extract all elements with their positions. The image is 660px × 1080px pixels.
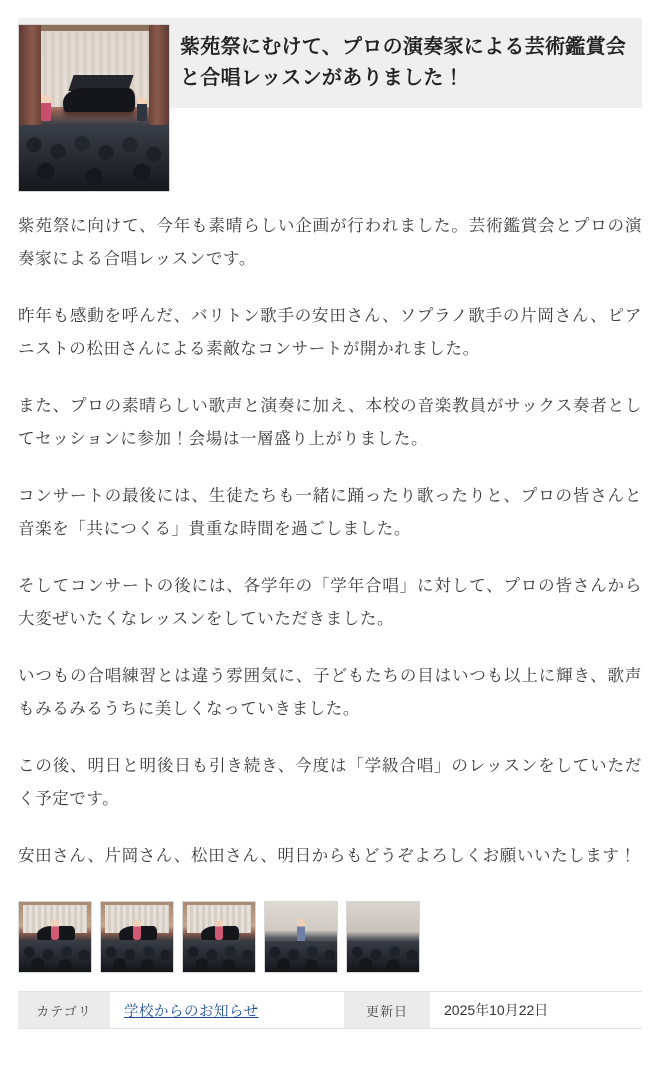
hero-image-performer bbox=[137, 97, 147, 121]
thumbnail-figure bbox=[297, 919, 305, 943]
article-meta-bar bbox=[18, 991, 642, 1029]
thumbnail-figure bbox=[133, 920, 141, 940]
thumbnail-audience bbox=[101, 941, 173, 972]
gallery-thumbnail[interactable] bbox=[18, 901, 92, 973]
thumbnail-audience bbox=[19, 941, 91, 972]
thumbnail-gallery bbox=[18, 897, 642, 973]
thumbnail-figure bbox=[215, 920, 223, 940]
article-paragraph: 昨年も感動を呼んだ、バリトン歌手の安田さん、ソプラノ歌手の片岡さん、ピアニストの松田さんによる素敵なコンサートが開かれました。 bbox=[18, 307, 642, 358]
page-title: 紫苑祭にむけて、プロの演奏家による芸術鑑賞会と合唱レッスンがありました！ bbox=[18, 18, 642, 108]
gallery-thumbnail[interactable] bbox=[264, 901, 338, 973]
meta-spacer bbox=[320, 992, 344, 1028]
hero-image-singer bbox=[41, 95, 51, 121]
category-value bbox=[110, 992, 320, 1028]
date-label: 更新日 bbox=[344, 992, 430, 1028]
thumbnail-audience bbox=[183, 941, 255, 972]
category-label: カテゴリ bbox=[18, 992, 110, 1028]
article-paragraph: いつもの合唱練習とは違う雰囲気に、子どもたちの目はいつも以上に輝き、歌声もみるみるうちに美しくなっていきました。 bbox=[18, 667, 642, 718]
article-paragraph: また、プロの素晴らしい歌声と演奏に加え、本校の音楽教員がサックス奏者としてセッションに参加！会場は一層盛り上がりました。 bbox=[18, 397, 642, 448]
thumbnail-figure bbox=[51, 920, 59, 940]
hero-image-curtain-left bbox=[19, 25, 41, 125]
article-body bbox=[18, 198, 642, 873]
article-paragraph: 紫苑祭に向けて、今年も素晴らしい企画が行われました。芸術鑑賞会とプロの演奏家による合唱レッスンです。 bbox=[18, 217, 642, 268]
gallery-thumbnail[interactable] bbox=[100, 901, 174, 973]
thumbnail-audience bbox=[265, 941, 337, 972]
date-value: 2025年10月22日 bbox=[444, 1002, 549, 1018]
hero-image bbox=[18, 24, 170, 192]
thumbnail-audience bbox=[347, 941, 419, 972]
hero-image-audience bbox=[19, 125, 169, 191]
category-link[interactable]: 学校からのお知らせ bbox=[124, 1003, 259, 1020]
hero-image-piano bbox=[63, 88, 135, 112]
article-paragraph: コンサートの最後には、生徒たちも一緒に踊ったり歌ったりと、プロの皆さんと音楽を「共につくる」貴重な時間を過ごしました。 bbox=[18, 487, 642, 538]
hero-image-curtain-right bbox=[149, 25, 169, 125]
gallery-thumbnail[interactable] bbox=[182, 901, 256, 973]
article-header bbox=[18, 18, 642, 198]
article-paragraph: そしてコンサートの後には、各学年の「学年合唱」に対して、プロの皆さんから大変ぜいたくなレッスンをしていただきました。 bbox=[18, 577, 642, 628]
article-paragraph: この後、明日と明後日も引き続き、今度は「学級合唱」のレッスンをしていただく予定です。 bbox=[18, 757, 642, 808]
gallery-thumbnail[interactable] bbox=[346, 901, 420, 973]
article-paragraph: 安田さん、片岡さん、松田さん、明日からもどうぞよろしくお願いいたします！ bbox=[18, 847, 637, 865]
